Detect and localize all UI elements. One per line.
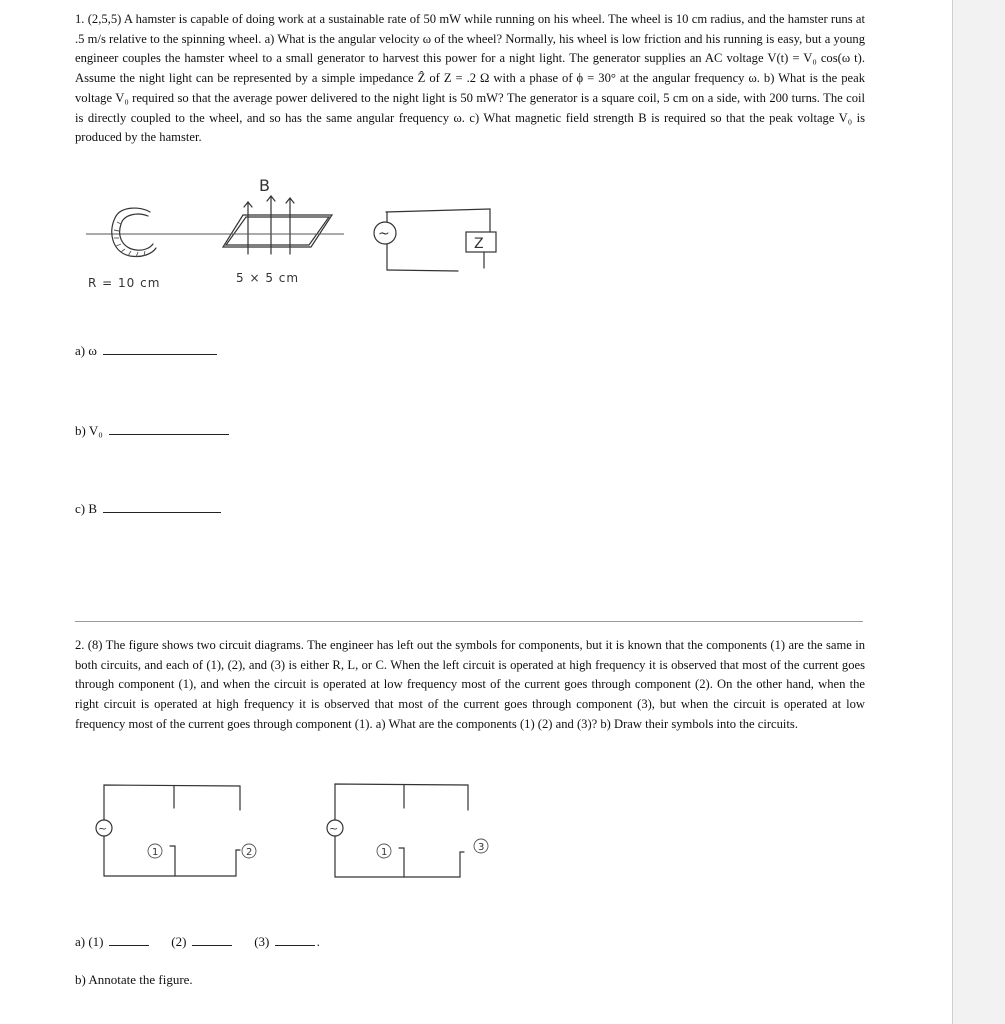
question-2-answer-line bbox=[75, 934, 320, 950]
question-2-text: 2. (8) The figure shows two circuit diagrams. The engineer has left out the symbols for components, but it is known that the components (1) are the same in both circuits, and each of (1), (2), and (3) is either R, L, or C. When the left circuit is operated at high frequency it is observed that most of the current goes through component (1), and when the circuit is operated at low frequency most of the current goes through component (2). On the other hand, when the right circuit is operated at high frequency it is observed that most of the current goes through component (3), but when the circuit is operated at low frequency most of the current goes through component (1). a) What are the components (1) (2) and (3)? b) Draw their symbols into the circuits. bbox=[75, 638, 865, 731]
right-circuit-drawing bbox=[327, 784, 488, 877]
answer-a-label: a) ω bbox=[75, 343, 97, 358]
ac-source-symbol: ~ bbox=[378, 226, 390, 242]
left-component-1-label: 1 bbox=[152, 847, 159, 858]
annotate-instruction: b) Annotate the figure. bbox=[75, 972, 193, 987]
right-component-1-label: 1 bbox=[381, 847, 388, 858]
coil-size-label: 5 × 5 cm bbox=[236, 271, 300, 285]
answer-component-3-label: (3) bbox=[254, 934, 270, 949]
left-circuit-drawing bbox=[96, 785, 256, 876]
answer-end-mark: . bbox=[316, 934, 320, 949]
viewer-side-gutter bbox=[952, 0, 1005, 1024]
left-source-symbol: ~ bbox=[98, 822, 108, 835]
impedance-label: Z bbox=[474, 236, 484, 252]
answer-component-1-blank[interactable] bbox=[109, 935, 149, 946]
answer-component-1-label: a) (1) bbox=[75, 934, 104, 949]
answer-component-2-label: (2) bbox=[171, 934, 187, 949]
answer-c-label: c) B bbox=[75, 501, 98, 516]
question-1-text: 1. (2,5,5) A hamster is capable of doing work at a sustainable rate of 50 mW while running on his wheel. The wheel is 10 cm radius, and the hamster runs at .5 m/s relative to the spinning wheel. a) What is the angular velocity ω of the wheel? Normally, his wheel is low friction and his running is easy, but a young engineer couples the hamster wheel to a small generator to harvest this power for a night light. The generator supplies an AC voltage V(t) = V₀ cos(ω t). Assume the night light can be represented by a simple impedance Ẑ of Z = .2 Ω with a phase of ϕ = 30° at the angular frequency ω. b) What is the peak voltage V₀ required so that the average power delivered to the night light is 50 mW? The generator is a square coil, 5 cm on a side, with 200 turns. The coil is directly coupled to the wheel, and so has the same angular frequency ω. c) What magnetic field strength B is required so that the peak voltage V₀ is produced by the hamster. bbox=[75, 12, 865, 145]
right-source-symbol: ~ bbox=[329, 822, 339, 835]
answer-component-3-blank[interactable] bbox=[275, 935, 315, 946]
magnetic-field-label: B bbox=[259, 176, 270, 195]
left-component-2-label: 2 bbox=[246, 847, 253, 858]
answer-b-label: b) V₀ bbox=[75, 423, 103, 438]
answer-component-2-blank[interactable] bbox=[192, 935, 232, 946]
right-component-3-label: 3 bbox=[478, 842, 485, 853]
wheel-radius-label: R = 10 cm bbox=[88, 276, 161, 290]
